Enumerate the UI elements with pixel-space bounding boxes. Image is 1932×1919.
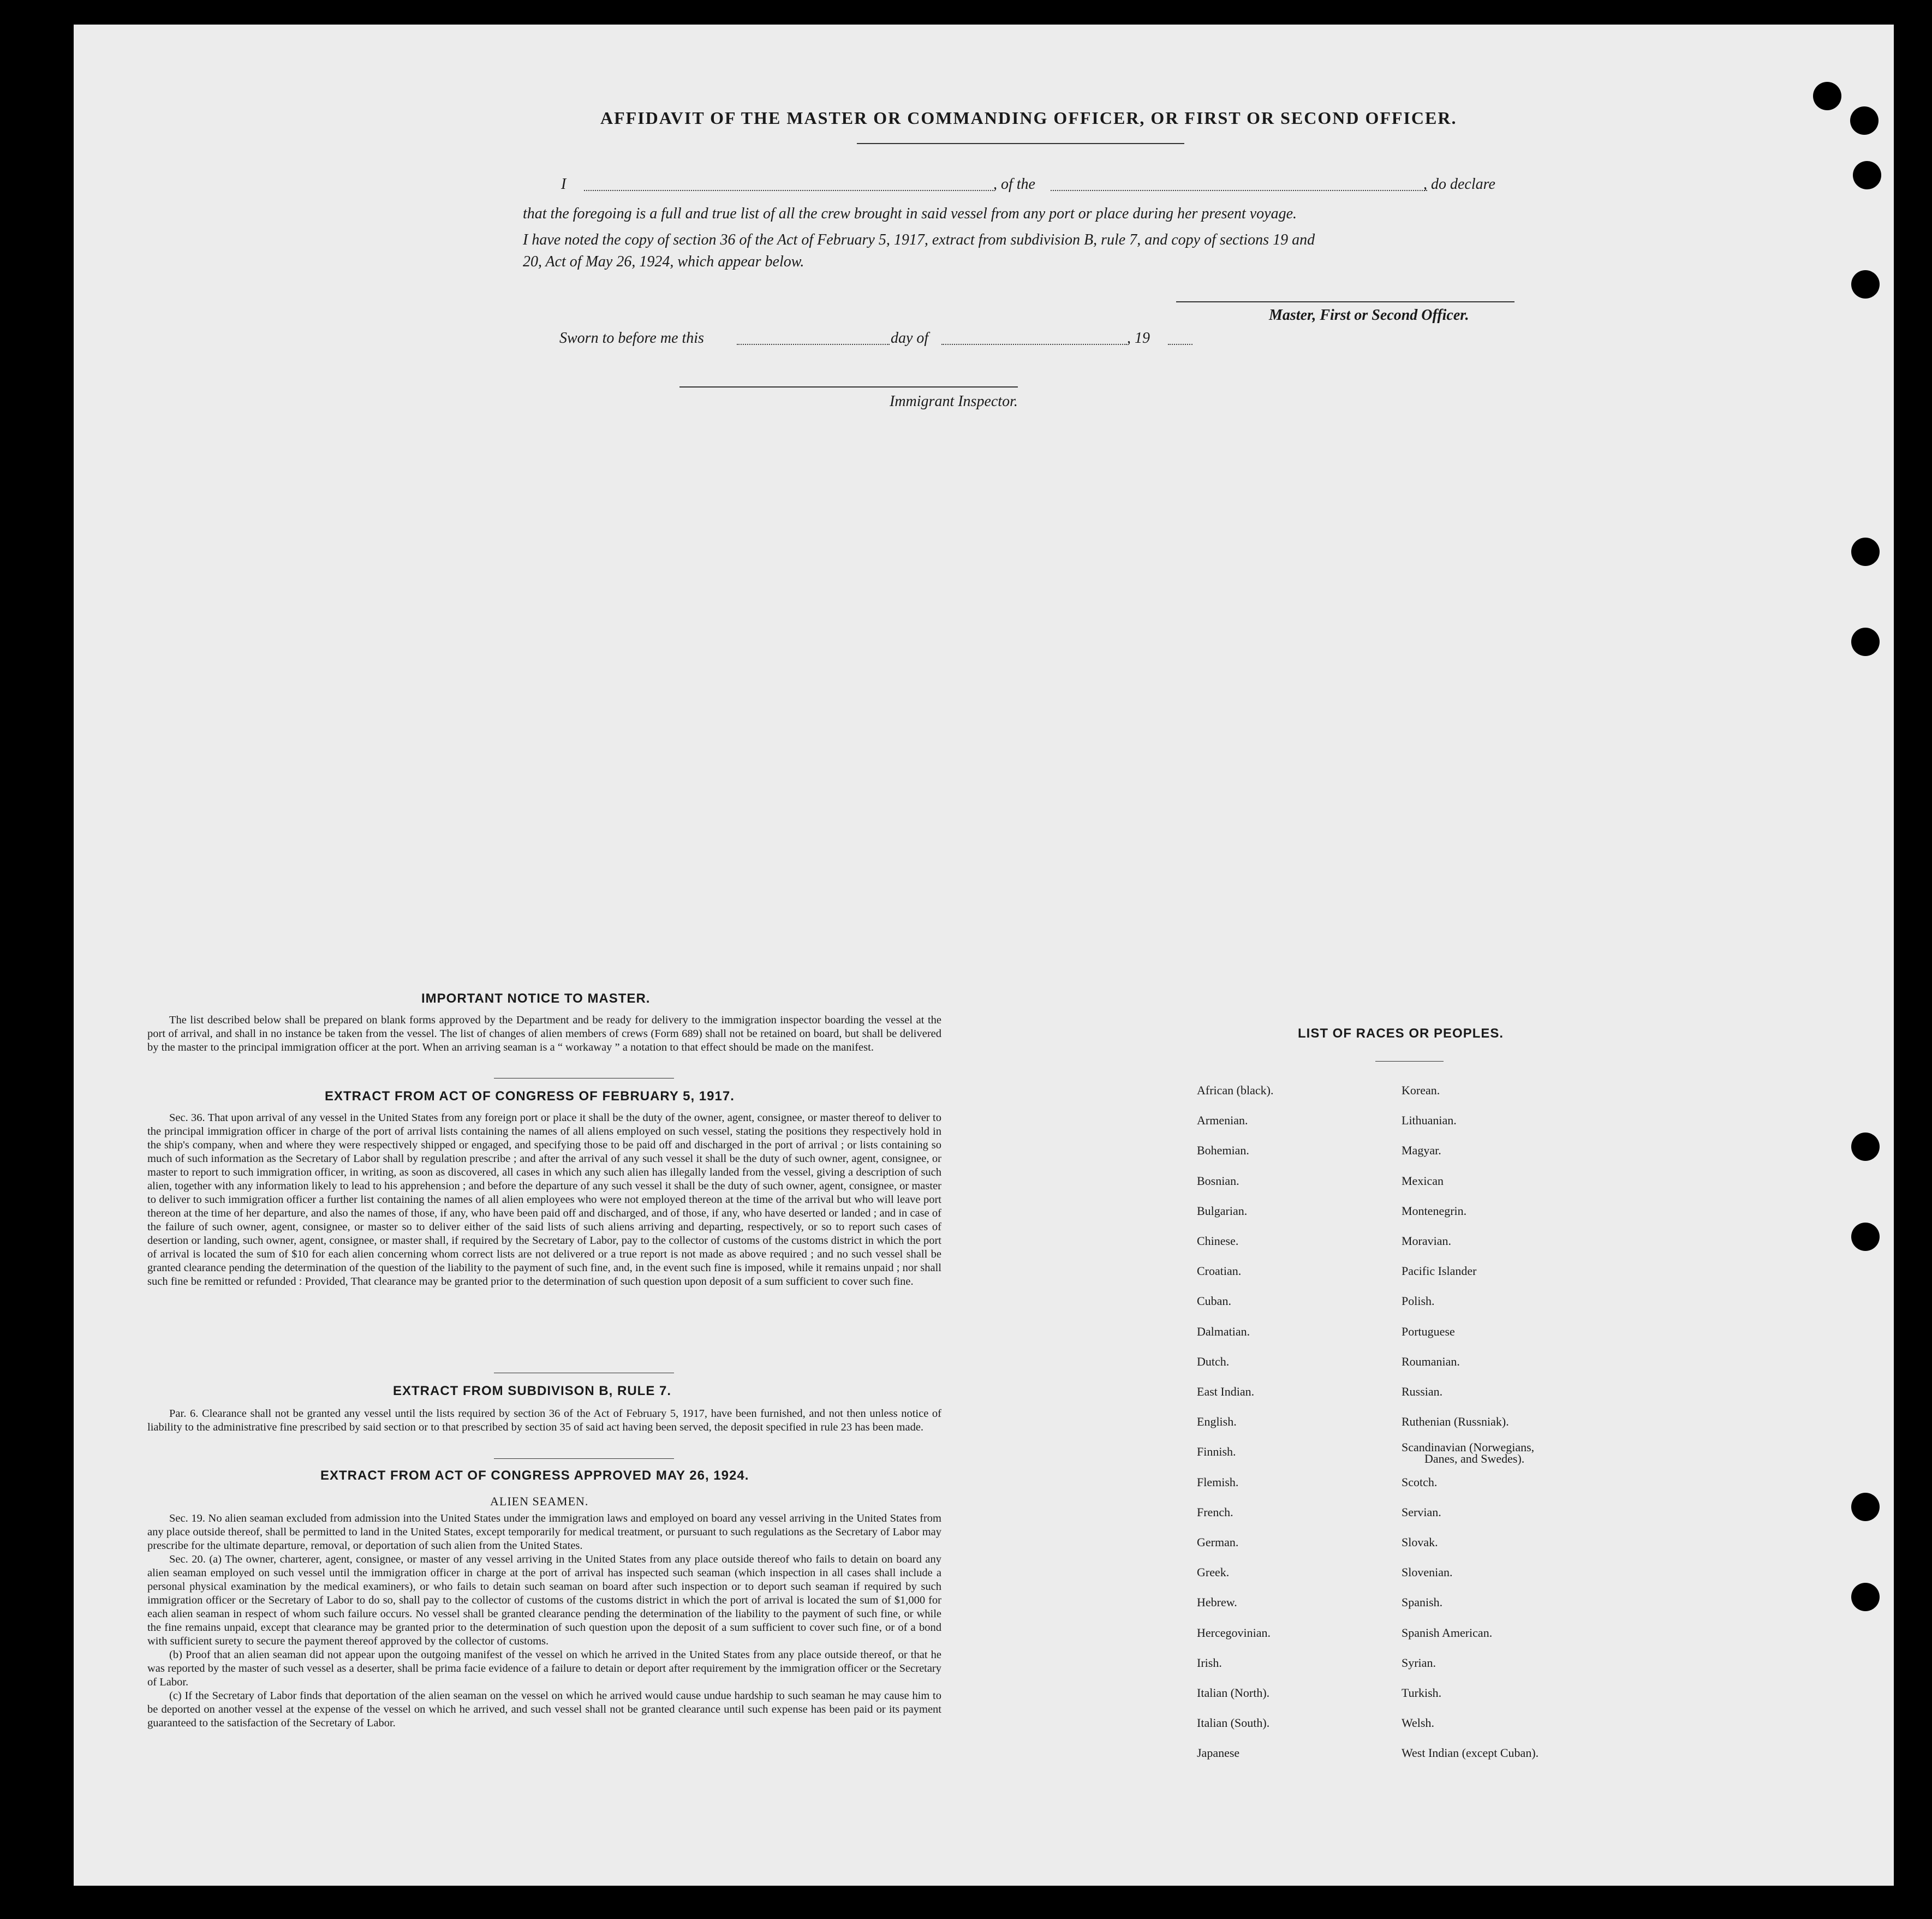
extract-1917-heading: EXTRACT FROM ACT OF CONGRESS OF FEBRUARY 5, 1917.	[325, 1089, 735, 1104]
race-item: Scotch.	[1402, 1475, 1438, 1489]
race-item: Japanese	[1197, 1746, 1240, 1760]
punch-hole	[1851, 1223, 1880, 1251]
race-item: Lithuanian.	[1402, 1113, 1457, 1128]
extract-1917-text: Sec. 36. That upon arrival of any vessel in the United States from any foreign port or place it shall be the duty of the owner, agent, consignee, or master thereof to deliver to the principal immigration officer in charge of the port of arrival lists containing the names of all aliens employed on such vessel, stating the positions they respectively hold in the ship's company, when and where they were respectively shipped or engaged, and specifying those to be paid off and discharged in the port of arrival ; or lists containing so much of such information as the Secretary of Labor shall by regulation prescribe ; and after the arrival of any such vessel it shall be the duty of such owner, agent, consignee, or master to report to such immigration officer, in writing, as soon as discovered, all cases in which any such alien has illegally landed from the vessel, giving a description of such alien, together with any information likely to lead to his apprehension ; and before the departure of any such vessel it shall be the duty of such owner, agent, consignee, or master to deliver to such immigration officer a further list containing the names of all alien employees who were not employed thereon at the time of the arrival but who will leave port thereon at the time of her departure, and also the names of those, if any, who have been paid off and discharged, and of those, if any, who have deserted or landed ; and in case of the failure of such owner, agent, consignee, or master so to deliver either of the said lists of such aliens arriving and departing, respectively, or so to report such cases of desertion or landing, such owner, agent, consignee, or master shall, if required by the Secretary of Labor, pay to the collector of customs of the customs district in which the port of arrival is located the sum of $10 for each alien concerning whom correct lists are not delivered or a true report is not made as above required ; and no such vessel shall be granted clearance pending the determination of the question of the liability to the payment of such fine, and, in the event such fine is imposed, while it remains unpaid ; nor shall such fine be remitted or refunded : Provided, That clearance may be granted prior to the determination of such question upon deposit of a sum sufficient to cover such fine.	[147, 1112, 941, 1288]
day-of-label: day of	[891, 330, 929, 347]
section-20c: (c) If the Secretary of Labor finds that deportation of the alien seaman on the vessel on which he arrived would cause undue hardship to such seaman he may cause him to be deported on another vessel at the expense of the vessel on which he arrived, and such vessel shall not be granted clearance until such expense has been paid or its payment guaranteed to the satisfaction of the Secretary of Labor.	[147, 1690, 941, 1729]
sworn-year-line[interactable]	[1168, 344, 1192, 345]
races-heading: LIST OF RACES OR PEOPLES.	[1298, 1026, 1504, 1041]
year-label: , 19	[1127, 330, 1150, 347]
extract-1924-heading: EXTRACT FROM ACT OF CONGRESS APPROVED MAY 26, 1924.	[320, 1468, 749, 1483]
punch-hole	[1851, 1493, 1880, 1521]
race-item: East Indian.	[1197, 1385, 1255, 1398]
race-item: Slovak.	[1402, 1535, 1438, 1549]
divider	[494, 1458, 674, 1459]
race-continuation: Danes, and Swedes).	[1424, 1452, 1525, 1465]
sworn-label: Sworn to before me this	[559, 330, 704, 347]
race-item: Chinese.	[1197, 1234, 1239, 1248]
punch-hole	[1851, 628, 1880, 656]
race-item: Welsh.	[1402, 1716, 1434, 1730]
race-item: African (black).	[1197, 1083, 1274, 1097]
race-item: Hercegovinian.	[1197, 1625, 1271, 1640]
race-item: Syrian.	[1402, 1655, 1436, 1670]
race-item: Spanish.	[1402, 1595, 1443, 1610]
punch-hole	[1850, 106, 1879, 135]
section-20b: (b) Proof that an alien seaman did not appear upon the outgoing manifest of the vessel on which he arrived in the United States from any place outside thereof, or that he was reported by the master of such vessel as a deserter, shall be prima facie evidence of a failure to detain or deport after requirement by the immigration officer or the Secretary of Labor.	[147, 1649, 941, 1688]
race-item: Pacific Islander	[1402, 1264, 1477, 1278]
race-item: English.	[1197, 1415, 1237, 1429]
race-item: Scandinavian (Norwegians,	[1402, 1440, 1535, 1455]
race-item: Finnish.	[1197, 1445, 1236, 1459]
race-item: Armenian.	[1197, 1113, 1248, 1128]
race-item: Roumanian.	[1402, 1354, 1460, 1368]
race-item: German.	[1197, 1535, 1239, 1549]
race-item: Servian.	[1402, 1505, 1441, 1519]
race-item: Bulgarian.	[1197, 1203, 1248, 1218]
race-item: Greek.	[1197, 1565, 1230, 1580]
punch-hole	[1851, 270, 1880, 299]
race-item: Turkish.	[1402, 1686, 1442, 1700]
race-item: Slovenian.	[1402, 1565, 1453, 1580]
race-item: Dalmatian.	[1197, 1324, 1250, 1338]
declaration-line: 20, Act of May 26, 1924, which appear below.	[523, 253, 804, 270]
race-item: Hebrew.	[1197, 1595, 1237, 1610]
affidavit-title: AFFIDAVIT OF THE MASTER OR COMMANDING OFFICER, OR FIRST OR SECOND OFFICER.	[600, 108, 1457, 128]
race-item: Polish.	[1402, 1294, 1435, 1308]
race-item: Italian (North).	[1197, 1686, 1270, 1700]
race-item: Russian.	[1402, 1385, 1443, 1398]
punch-hole	[1853, 161, 1881, 189]
notice-heading: IMPORTANT NOTICE TO MASTER.	[421, 991, 651, 1006]
race-item: West Indian (except Cuban).	[1402, 1746, 1539, 1760]
inspector-signature-line[interactable]	[679, 386, 1018, 388]
race-item: Bohemian.	[1197, 1143, 1249, 1158]
punch-hole	[1851, 538, 1880, 566]
extract-1924-text	[147, 1512, 941, 1730]
title-underline	[857, 143, 1184, 144]
race-item: Croatian.	[1197, 1264, 1242, 1278]
punch-hole	[1851, 1583, 1880, 1611]
declarant-label: I	[561, 176, 567, 193]
race-item: Portuguese	[1402, 1324, 1455, 1338]
section-19: Sec. 19. No alien seaman excluded from admission into the United States under the immigration laws and employed on board any vessel arriving in the United States from any place outside thereof, shall be permitted to land in the United States, except temporarily for medical treatment, or pursuant to such regulations as the Secretary of Labor may prescribe for the ultimate departure, removal, or deportation of such alien from the United States.	[147, 1512, 941, 1552]
race-item: French.	[1197, 1505, 1233, 1519]
race-item: Dutch.	[1197, 1354, 1230, 1368]
notice-text: The list described below shall be prepared on blank forms approved by the Department and be ready for delivery to the immigration inspector boarding the vessel at the port of arrival, and shall in no instance be taken from the vessel. The list of changes of alien members of crews (Form 689) shall not be retained on board, but shall be delivered by the master to the principal immigration officer at the port. When an arriving seaman is a “ workaway ” a notation to that effect should be made on the manifest.	[147, 1014, 941, 1053]
master-signature-label: Master, First or Second Officer.	[1269, 307, 1469, 324]
declaration-line: that the foregoing is a full and true list of all the crew brought in said vessel from any port or place during her present voyage.	[523, 205, 1297, 222]
race-item: Korean.	[1402, 1083, 1440, 1097]
race-item: Ruthenian (Russniak).	[1402, 1415, 1509, 1429]
race-item: Bosnian.	[1197, 1173, 1239, 1188]
race-item: Mexican	[1402, 1173, 1444, 1188]
master-signature-line[interactable]	[1176, 301, 1514, 302]
punch-hole	[1851, 1133, 1880, 1161]
sworn-month-line[interactable]	[941, 344, 1127, 345]
race-item: Moravian.	[1402, 1234, 1452, 1248]
race-item: Flemish.	[1197, 1475, 1239, 1489]
race-item: Cuban.	[1197, 1294, 1231, 1308]
race-item: Magyar.	[1402, 1143, 1441, 1158]
race-item: Irish.	[1197, 1655, 1222, 1670]
declaration-line: I have noted the copy of section 36 of the Act of February 5, 1917, extract from subdivision B, rule 7, and copy of sections 19 and	[523, 231, 1315, 248]
punch-hole	[1813, 82, 1841, 110]
race-item: Spanish American.	[1402, 1625, 1493, 1640]
section-20a: Sec. 20. (a) The owner, charterer, agent, consignee, or master of any vessel arriving in the United States from any place outside thereof who fails to detain on board any alien seaman employed on such vessel until the immigration officer in charge at the port of arrival has inspected such seaman (which inspection in all cases shall include a personal physical examination by the medical examiners), or who fails to detain such seaman on board after such inspection or to deport such seaman if required by such immigration officer or the Secretary of Labor to do so, shall pay to the collector of customs of the customs district in which the port of arrival is located the sum of $1,000 for each alien seaman in respect of whom such failure occurs. No vessel shall be granted clearance pending the determination of the liability to the payment of such fine, or while the fine remains unpaid, except that clearance may be granted prior to the determination of such question upon the deposit of a sum sufficient to cover such fine, or of a bond with sufficient surety to secure the payment thereof approved by the collector of customs.	[147, 1553, 941, 1647]
race-item: Italian (South).	[1197, 1716, 1270, 1730]
subdivision-b-text: Par. 6. Clearance shall not be granted any vessel until the lists required by section 36 of the Act of February 5, 1917, have been furnished, and not then unless notice of liability to the administrative fine prescribed by said section or to that prescribed by section 35 of said act having been served, the deposit specified in rule 23 has been made.	[147, 1408, 941, 1433]
inspector-label: Immigrant Inspector.	[890, 393, 1018, 410]
subdivision-b-heading: EXTRACT FROM SUBDIVISON B, RULE 7.	[393, 1384, 672, 1398]
vessel-of-label: , of the	[993, 176, 1035, 193]
alien-seamen-subheading: ALIEN SEAMEN.	[490, 1494, 589, 1508]
vessel-name-line[interactable]	[1051, 190, 1427, 191]
race-item: Montenegrin.	[1402, 1203, 1467, 1218]
races-heading-underline	[1375, 1061, 1444, 1062]
do-declare-label: , do declare	[1423, 176, 1495, 193]
sworn-day-line[interactable]	[737, 344, 890, 345]
declarant-name-line[interactable]	[584, 190, 993, 191]
